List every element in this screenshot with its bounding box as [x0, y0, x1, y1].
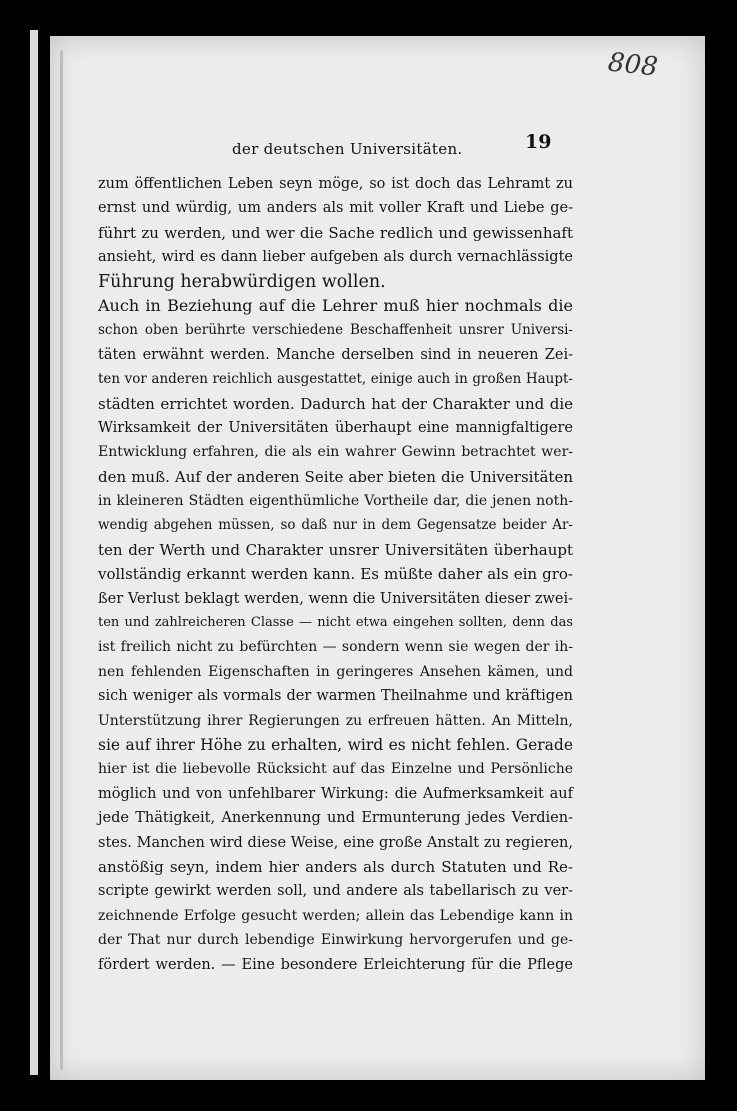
scan-border — [30, 30, 38, 1075]
text-line: hier ist die liebevolle Rücksicht auf das Einzelne und Persönliche — [98, 761, 573, 778]
text-line: ist freilich nicht zu befürchten — sondern wenn sie wegen der ih- — [98, 639, 573, 656]
text-line: zum öffentlichen Leben seyn möge, so ist doch das Lehramt zu — [98, 176, 573, 192]
text-line: ten und zahlreicheren Classe — nicht etwa eingehen sollten, denn das — [98, 615, 573, 631]
text-line: sie auf ihrer Höhe zu erhalten, wird es nicht fehlen. Gerade — [98, 735, 573, 754]
text-line: der That nur durch lebendige Einwirkung hervorgerufen und ge- — [98, 932, 573, 949]
text-line: ansieht, wird es dann lieber aufgeben als durch vernachlässigte — [98, 249, 573, 266]
text-line: ßer Verlust beklagt werden, wenn die Universitäten dieser zwei- — [98, 590, 573, 607]
text-line: den muß. Auf der anderen Seite aber bieten die Universitäten — [98, 467, 573, 486]
text-line: ten vor anderen reichlich ausgestattet, einige auch in großen Haupt- — [98, 371, 573, 388]
text-line: Führung herabwürdigen wollen. — [98, 271, 386, 292]
text-line: möglich und von unfehlbarer Wirkung: die Aufmerksamkeit auf — [98, 785, 573, 802]
text-line: Wirksamkeit der Universitäten überhaupt eine mannigfaltigere — [98, 419, 573, 436]
page-gutter-edge — [60, 50, 63, 1070]
text-line: führt zu werden, und wer die Sache redlich und gewissenhaft — [98, 223, 573, 242]
text-line: ernst und würdig, um anders als mit voller Kraft und Liebe ge- — [98, 200, 573, 217]
text-line: ten der Werth und Charakter unsrer Universitäten überhaupt — [98, 540, 573, 559]
archive-number-note: 808 — [606, 47, 660, 83]
text-line: städten errichtet worden. Dadurch hat der Charakter und die — [98, 394, 573, 413]
text-line: wendig abgehen müssen, so daß nur in dem Gegensatze beider Ar- — [98, 517, 573, 534]
text-line: Entwicklung erfahren, die als ein wahrer Gewinn betrachtet wer- — [98, 444, 573, 461]
text-line: sich weniger als vormals der warmen Theilnahme und kräftigen — [98, 688, 573, 705]
text-line: in kleineren Städten eigenthümliche Vortheile dar, die jenen noth- — [98, 493, 573, 510]
text-line: nen fehlenden Eigenschaften in geringeres Ansehen kämen, und — [98, 663, 573, 680]
text-line: Unterstützung ihrer Regierungen zu erfreuen hätten. An Mitteln, — [98, 712, 573, 729]
text-line: Auch in Beziehung auf die Lehrer muß hier nochmals die — [98, 295, 573, 315]
text-line: zeichnende Erfolge gesucht werden; allein das Lebendige kann in — [98, 907, 573, 924]
body-text — [98, 172, 573, 977]
page-number: 19 — [525, 131, 552, 153]
text-line: jede Thätigkeit, Anerkennung und Ermunterung jedes Verdien- — [98, 810, 573, 827]
text-line: schon oben berührte verschiedene Beschaffenheit unsrer Universi- — [98, 322, 573, 339]
text-line: täten erwähnt werden. Manche derselben sind in neueren Zei- — [98, 346, 573, 363]
running-head: der deutschen Universitäten. — [232, 140, 463, 158]
text-line: stes. Manchen wird diese Weise, eine große Anstalt zu regieren, — [98, 834, 573, 851]
text-line: scripte gewirkt werden soll, und andere als tabellarisch zu ver- — [98, 883, 573, 900]
text-line: fördert werden. — Eine besondere Erleichterung für die Pflege — [98, 956, 573, 973]
text-line: vollständig erkannt werden kann. Es müßte daher als ein gro- — [98, 565, 573, 584]
text-line: anstößig seyn, indem hier anders als durch Statuten und Re- — [98, 857, 573, 876]
